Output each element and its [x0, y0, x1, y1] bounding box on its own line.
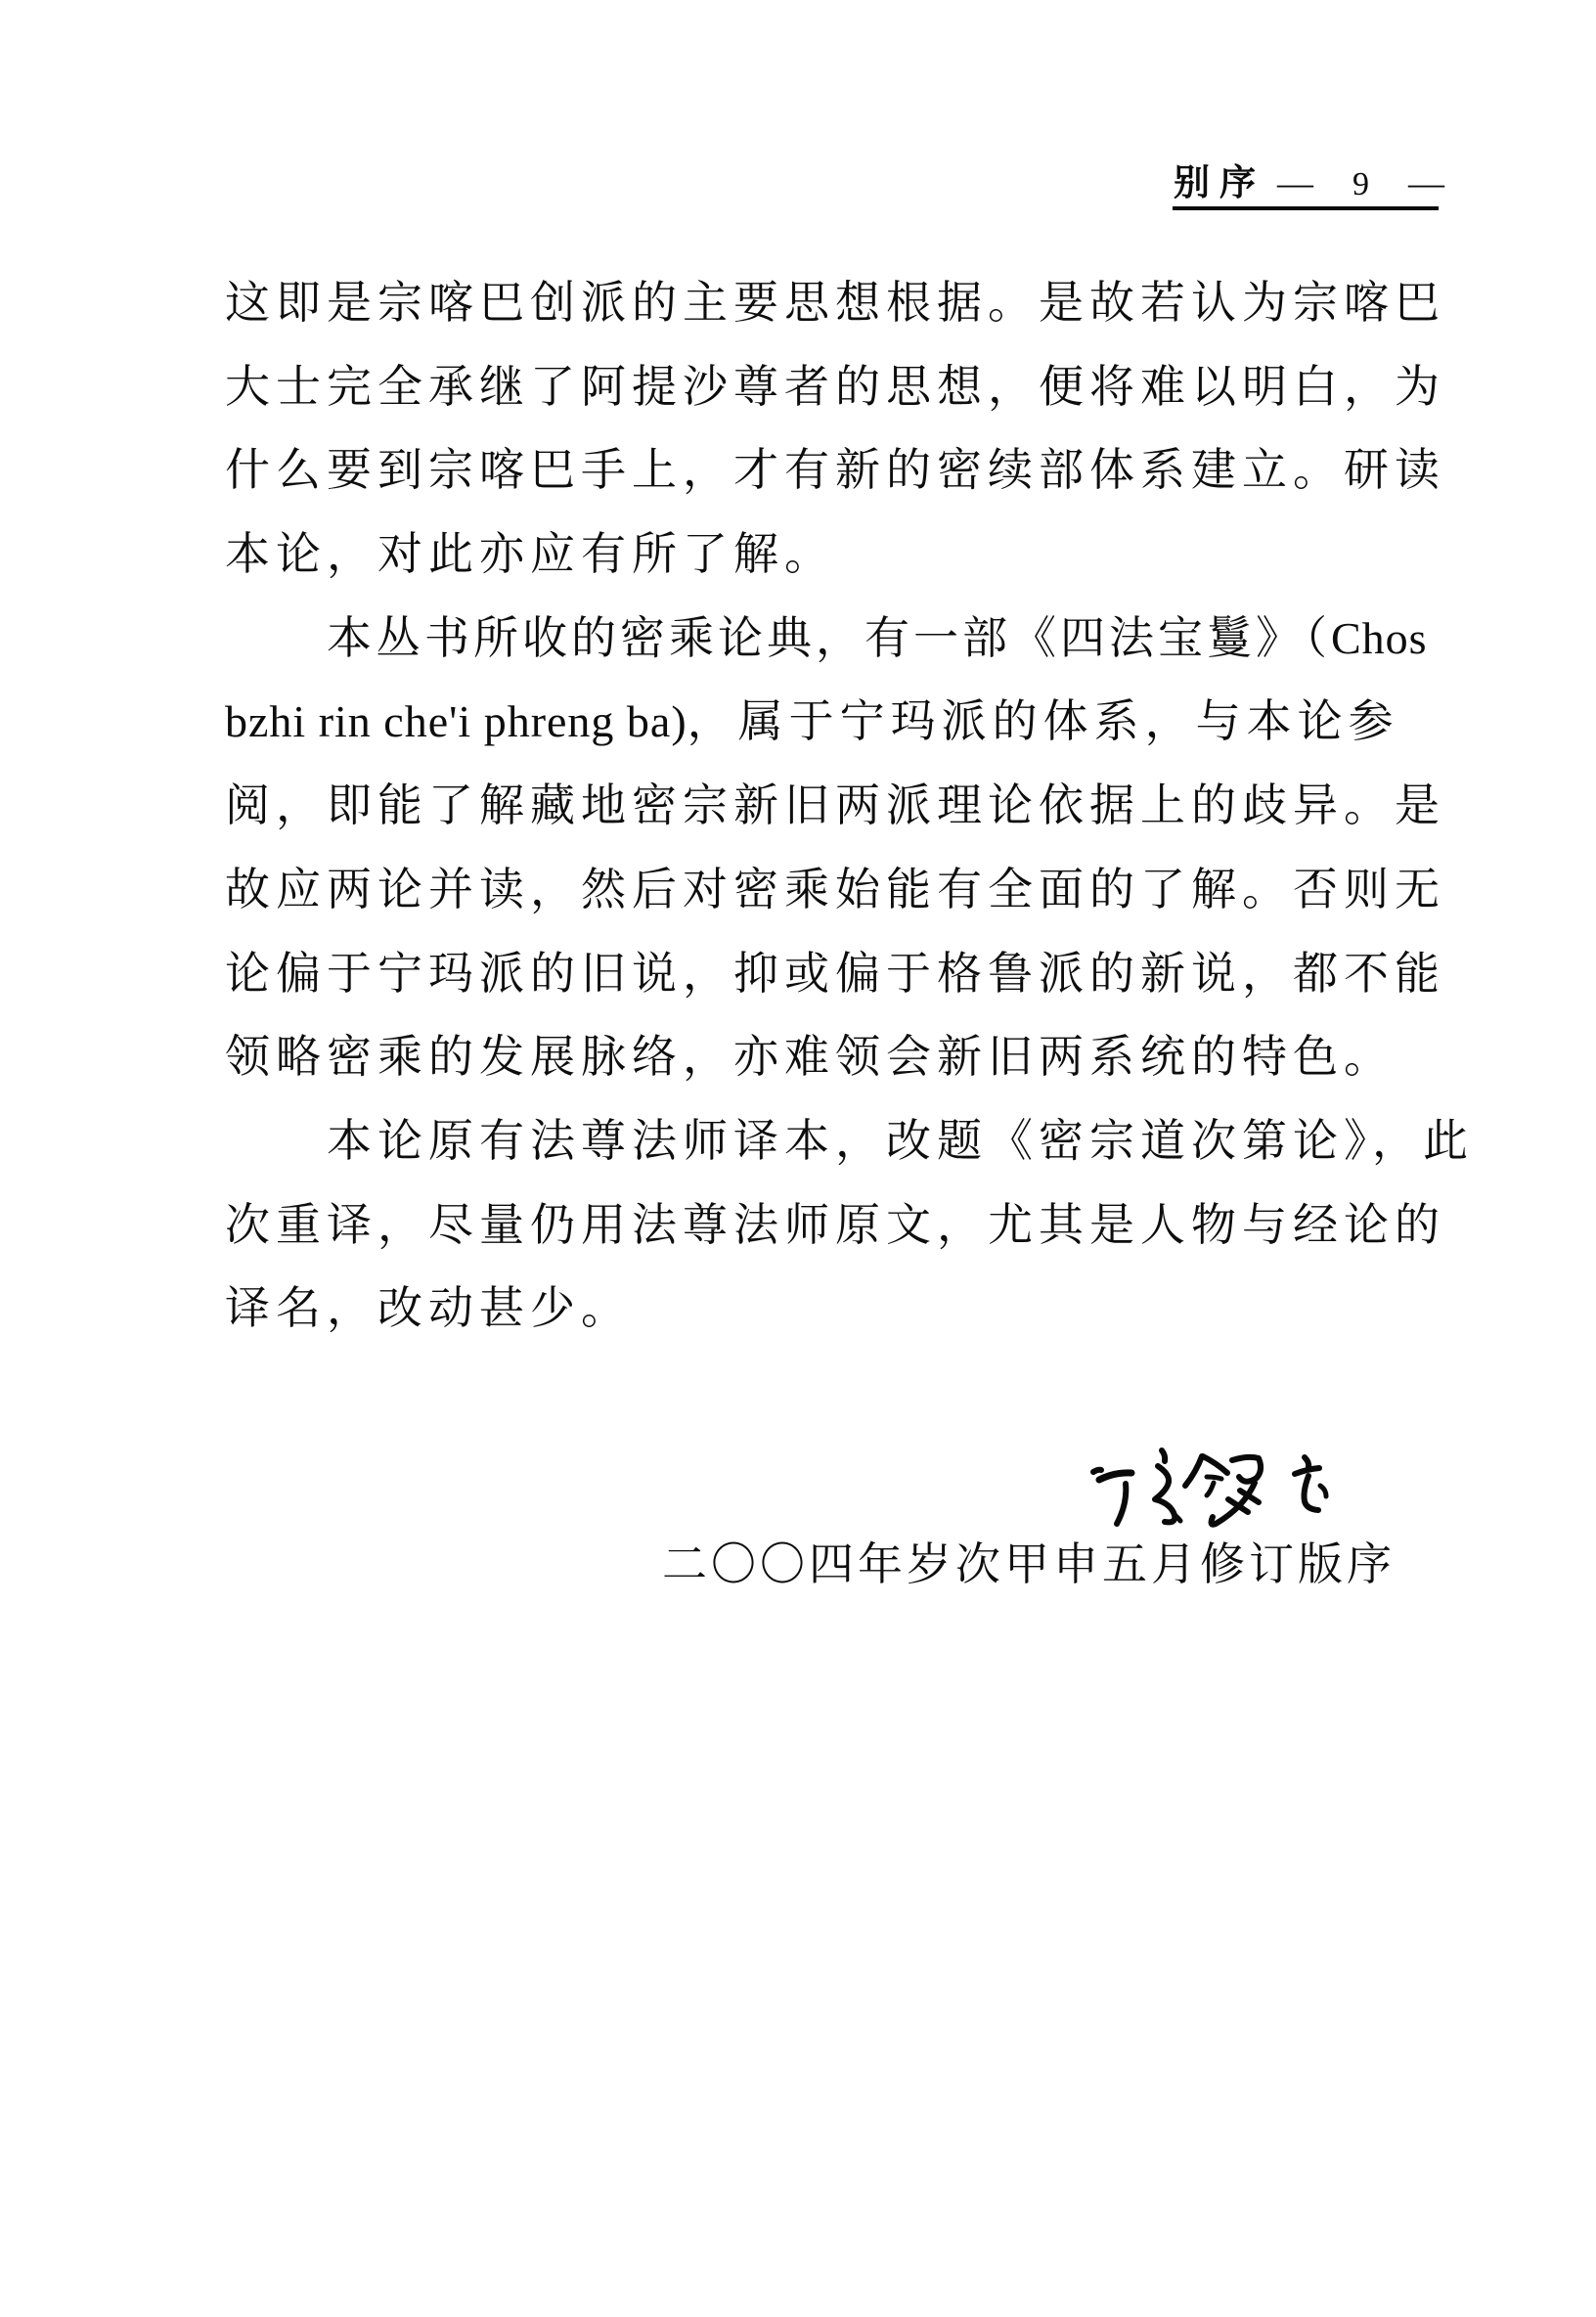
- text-line: 译名，改动甚少。: [225, 1283, 632, 1334]
- text-line: 大士完全承继了阿提沙尊者的思想，便将难以明白，为: [225, 361, 1445, 412]
- running-head: [1174, 164, 1444, 204]
- signature-handwriting: [1076, 1436, 1359, 1545]
- text-line: 本论原有法尊法师译本，改题《密宗道次第论》，此: [327, 1115, 1474, 1166]
- text-line: 什么要到宗喀巴手上，才有新的密续部体系建立。研读: [225, 445, 1445, 496]
- text-line: bzhi rin che'i phreng ba)，属于宁玛派的体系，与本论参: [225, 696, 1399, 747]
- text-line: 本丛书所收的密乘论典，有一部《四法宝鬘》（Chos: [327, 612, 1428, 663]
- text-line: 论偏于宁玛派的旧说，抑或偏于格鲁派的新说，都不能: [225, 948, 1445, 999]
- header-dash-right: —: [1408, 163, 1444, 203]
- text-line: 本论，对此亦应有所了解。: [225, 529, 835, 580]
- section-label: 别序: [1174, 163, 1265, 203]
- body-text: [225, 261, 1496, 1351]
- text-line: 阅，即能了解藏地密宗新旧两派理论依据上的歧异。是: [225, 780, 1445, 831]
- text-line: 领略密乘的发展脉络，亦难领会新旧两系统的特色。: [225, 1032, 1395, 1083]
- text-line: 次重译，尽量仍用法尊法师原文，尤其是人物与经论的: [225, 1199, 1445, 1250]
- page-number: 9: [1352, 166, 1369, 202]
- text-line: 这即是宗喀巴创派的主要思想根据。是故若认为宗喀巴: [225, 278, 1445, 328]
- dateline: 二〇〇四年岁次甲申五月修订版序: [662, 1539, 1396, 1589]
- header-rule: [1173, 206, 1439, 210]
- text-line: 故应两论并读，然后对密乘始能有全面的了解。否则无: [225, 864, 1445, 914]
- header-dash-left: —: [1277, 163, 1313, 203]
